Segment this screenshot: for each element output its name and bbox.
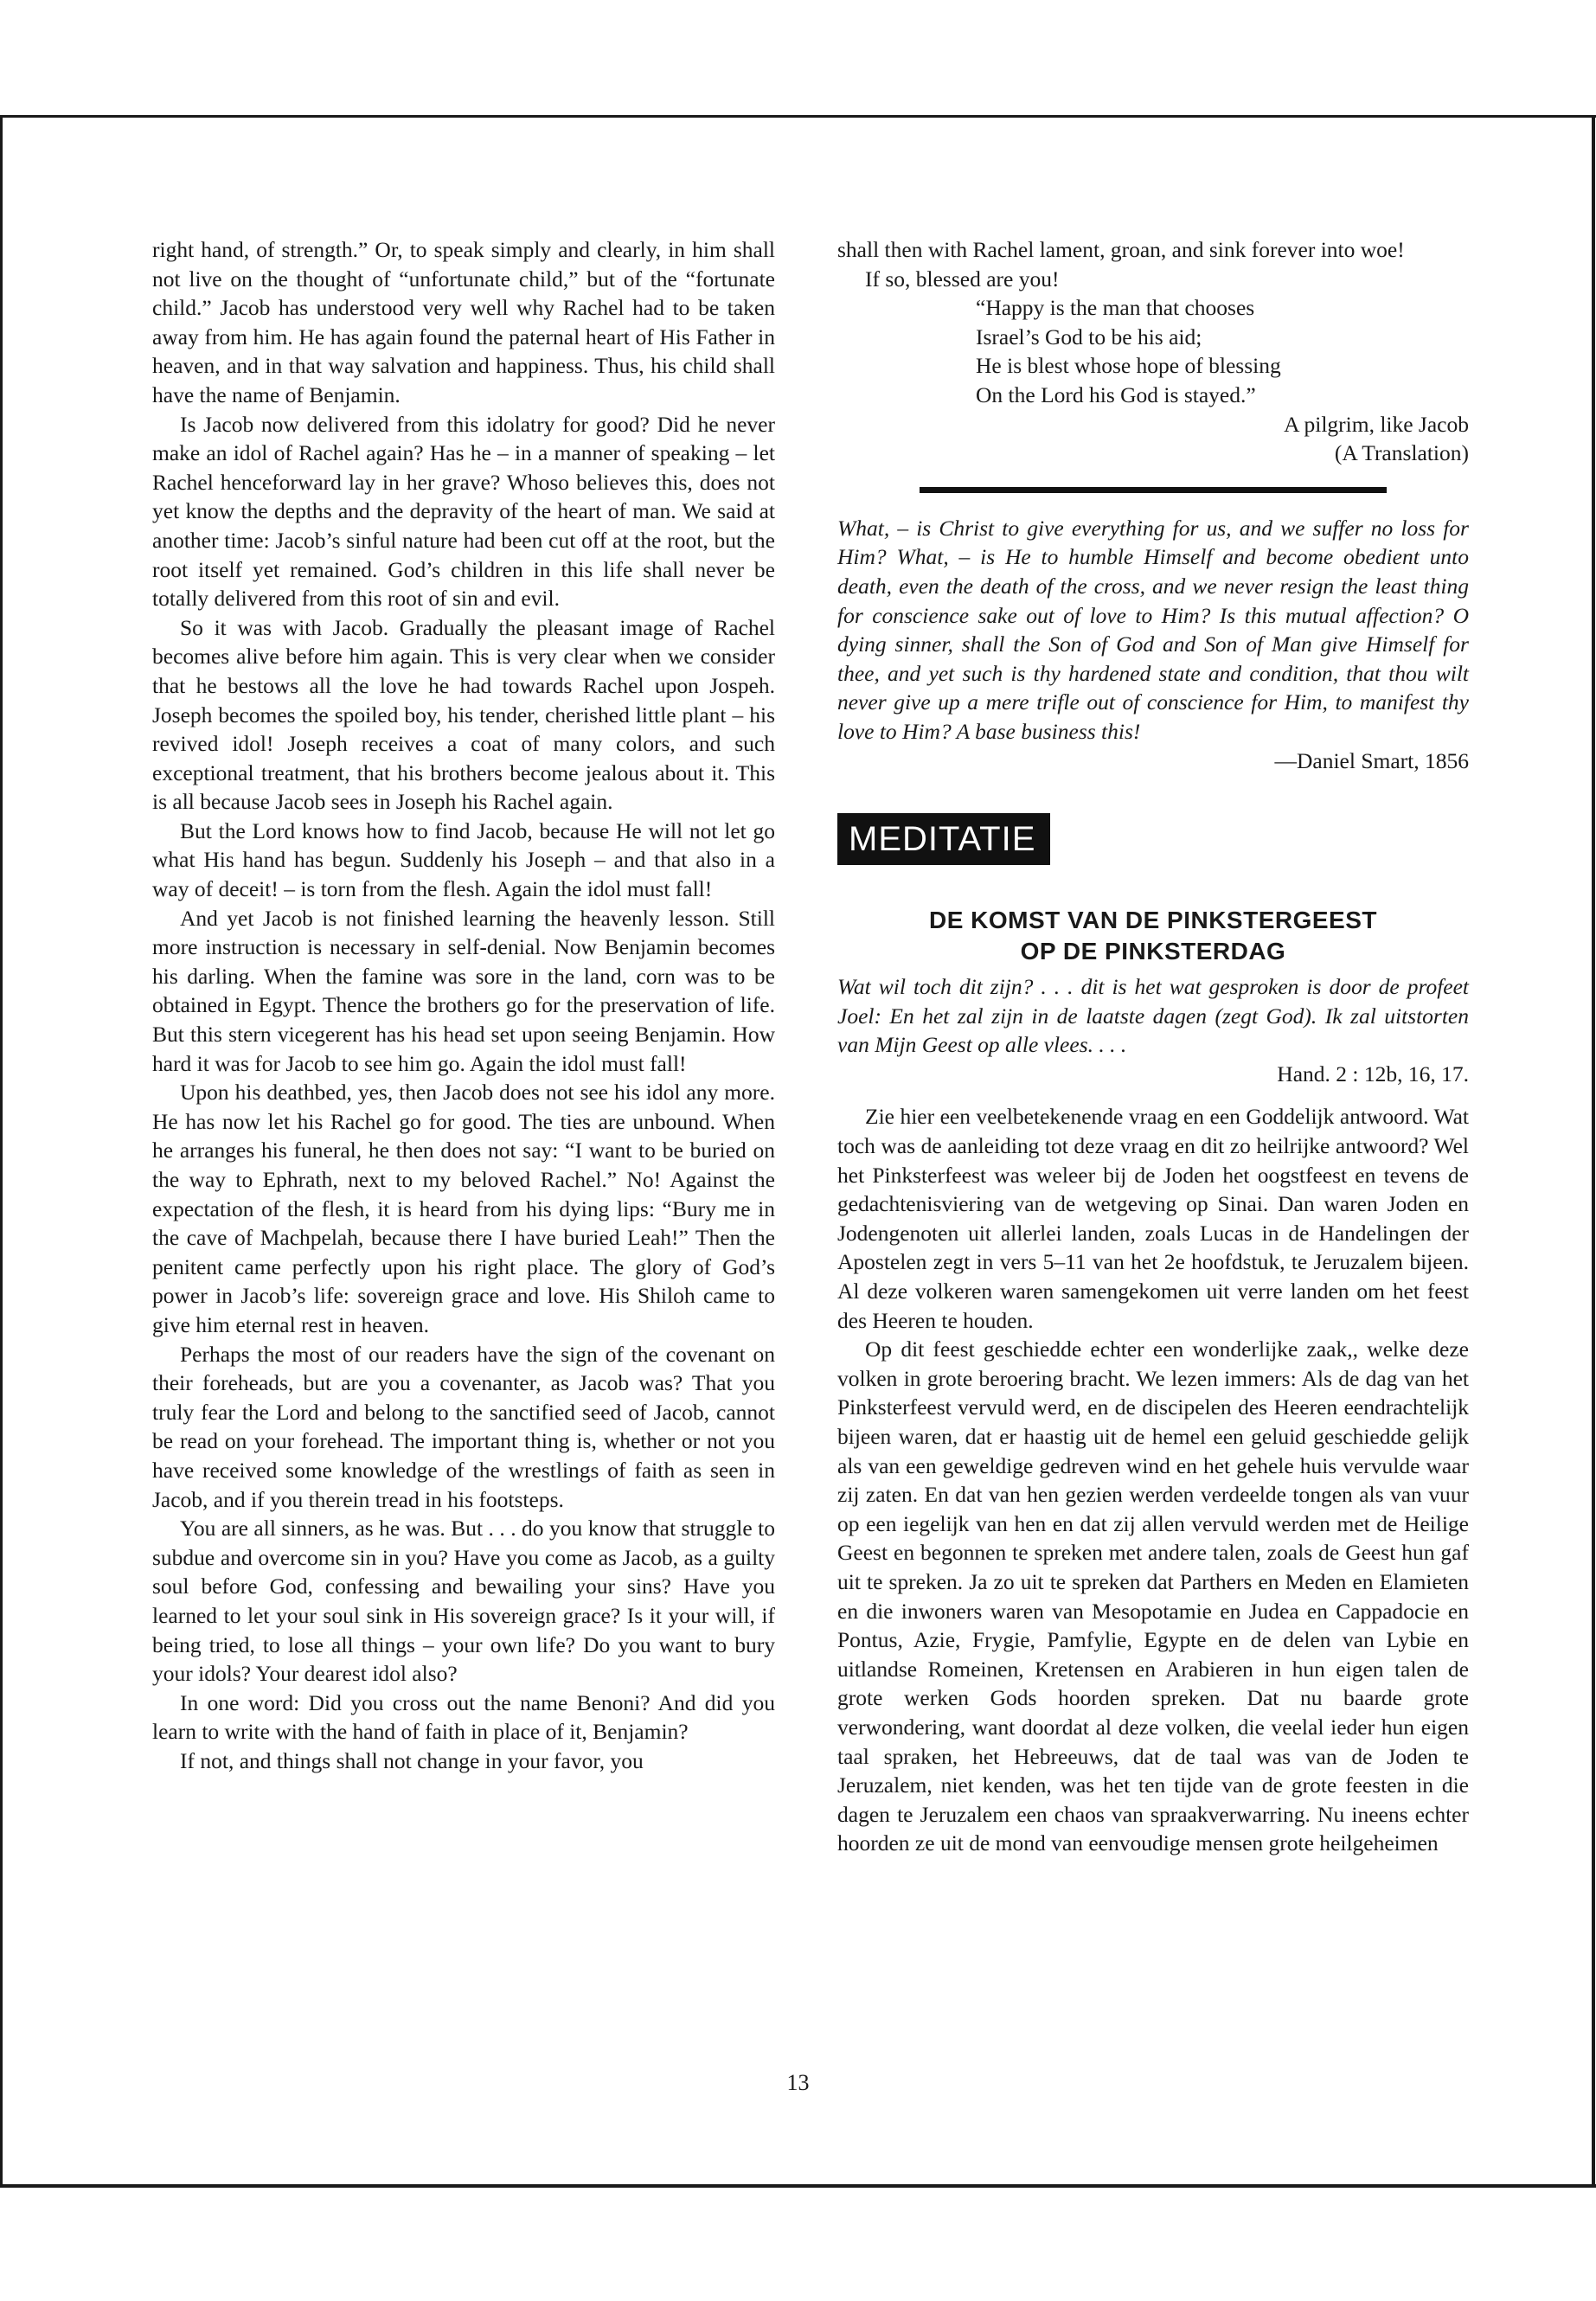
- page-border-top: [0, 115, 1596, 118]
- paragraph: Perhaps the most of our readers have the sign of the covenant on their foreheads, but are you a covenanter, as Jacob was? That you truly fear the Lord and belong to the sanctified seed of Jacob, cannot be read on your forehead. The important thing is, whether or not you have received some knowledge of the wrestlings of faith as seen in Jacob, and if you therein tread in his footsteps.: [152, 1341, 775, 1512]
- page-border-right: [1592, 115, 1595, 2187]
- section-badge-wrap: [837, 813, 1469, 865]
- continuation-paragraph: shall then with Rachel lament, groan, and sink forever into woe!: [837, 237, 1405, 262]
- heading-line: DE KOMST VAN DE PINKSTERGEEST: [928, 907, 1378, 934]
- separator-rule: [920, 487, 1387, 493]
- paragraph: right hand, of strength.” Or, to speak simply and clearly, in him shall not live on the thought of “unfortunate child,” but of the “fortunate child.” Jacob has understood very well why Rachel had to be taken away from him. He has again found the paternal heart of His Father in heaven, and in that way salvation and happiness. Thus, his child shall have the name of Benjamin.: [152, 237, 775, 407]
- poem-note: (A Translation): [1334, 440, 1469, 466]
- left-column: [152, 235, 775, 1775]
- blessed-line: If so, blessed are you!: [865, 266, 1060, 292]
- paragraph: Op dit feest geschiedde echter een wonderlijke zaak,, welke deze volken in grote beroering bracht. We lezen immers: Als de dag van het Pinksterfeest vervuld werd, en de discipelen des Heeren eendrachtelijk bijeen waren, dat er haastig uit de hemel een geluid geschiedde gelijk als van een geweldige gedreven wind en het gehele huis vervulde waar zij zaten. En dat van hen gezien werden verdeelde tongen als van vuur op een iegelijk van hen en dat zij allen vervuld werden met de Heilige Geest en begonnen te spreken met andere talen, zoals de Geest hun gaf uit te spreken. Ja zo uit te spreken dat Parthers en Meden en Elamieten en die inwoners waren van Mesopotamie en Judea en Cappadocie en Pontus, Azie, Frygie, Pamfylie, Egypte en de delen van Lybie en uitlandse Romeinen, Kretensen en Arabieren in hun eigen talen de grote werken Gods hoorden spreken. Dat nu baarde grote verwondering, want doordat al deze volken, die veelal ieder hun eigen taal spraken, het Hebreeuws, dat de taal was van de Joden te Jeruzalem, niet kenden, was het ten tijde van de grote feesten in die dagen te Jeruzalem een chaos van spraakverwarring. Nu ineens echter hoorden ze uit de mond van eenvoudige mensen grote heilgeheimen: [837, 1336, 1469, 1856]
- paragraph: Upon his deathbed, yes, then Jacob does not see his idol any more. He has now let his Rachel go for good. The ties are unbound. When he arranges his funeral, he then does not say: “I want to be buried on the way to Ephrath, next to my beloved Rachel.” No! Against the expectation of the flesh, it is heard from his dying lips: “Bury me in the cave of Machpelah, because there I have buried Leah!” Then the penitent came perfectly upon his right place. The glory of God’s power in Jacob’s life: sovereign grace and love. His Shiloh came to give him eternal rest in heaven.: [152, 1080, 775, 1337]
- page-border-bottom: [0, 2184, 1596, 2188]
- scripture-reference: Hand. 2 : 12b, 16, 17.: [1277, 1061, 1469, 1086]
- poem-line: He is blest whose hope of blessing: [976, 353, 1281, 379]
- quote-text: What, – is Christ to give everything for us, and we suffer no loss for Him? What, – is He to humble Himself and become obedient unto death, even the death of the cross, and we never resign the least thing for conscience sake out of love to Him? Is this mutual affection? O dying sinner, shall the Son of God and Son of Man give Himself for thee, and yet such is thy hardened state and condition, that thou wilt never give up a mere trifle out of conscience for Him, to manifest thy love to Him? A base business this!: [837, 515, 1469, 744]
- paragraph: And yet Jacob is not finished learning the heavenly lesson. Still more instruction is necessary in self-denial. Now Benjamin becomes his darling. When the famine was sore in the land, corn was to be obtained in Egypt. Thence the brothers go for the preservation of life. But this stern vicegerent has his head set upon seeing Benjamin. How hard it was for Jacob to see him go. Again the idol must fall!: [152, 905, 775, 1076]
- paragraph: You are all sinners, as he was. But . . . do you know that struggle to subdue and overcome sin in you? Have you come as Jacob, as a guilty soul before God, confessing and bewailing your sins? Have you learned to let your soul sink in His sovereign grace? Is it your will, if being tried, to lose all things – your own life? Do you want to bury your idols? Your dearest idol also?: [152, 1516, 775, 1687]
- paragraph: In one word: Did you cross out the name Benoni? And did you learn to write with the hand of faith in place of it, Benjamin?: [152, 1689, 775, 1745]
- paragraph: But the Lord knows how to find Jacob, because He will not let go what His hand has begun. Suddenly his Joseph – and that also in a way of deceit! – is torn from the flesh. Again the idol must fall!: [152, 817, 775, 902]
- article-heading: [837, 905, 1469, 967]
- right-column: [837, 235, 1469, 1858]
- section-badge: MEDITATIE: [837, 813, 1050, 865]
- scripture-intro: Wat wil toch dit zijn? . . . dit is het wat gesproken is door de profeet Joel: En het zal zijn in de laatste dagen (zegt God). Ik zal uitstorten van Mijn Geest op alle vlees. . . .: [837, 974, 1469, 1058]
- page-border-left: [0, 115, 3, 2187]
- poem-attribution: A pilgrim, like Jacob: [1284, 411, 1469, 437]
- poem-line: “Happy is the man that chooses: [976, 295, 1255, 321]
- poem-line: On the Lord his God is stayed.”: [976, 381, 1256, 407]
- paragraph: So it was with Jacob. Gradually the pleasant image of Rachel becomes alive before him again. This is very clear when we consider that he bestows all the love he had towards Rachel upon Jospeh. Joseph becomes the spoiled boy, his tender, cherished little plant – his revived idol! Joseph receives a coat of many colors, and such exceptional treatment, that his brothers become jealous about it. This is all because Jacob sees in Joseph his Rachel again.: [152, 614, 775, 815]
- poem: [976, 293, 1469, 409]
- paragraph: If not, and things shall not change in your favor, you: [180, 1747, 644, 1773]
- quote-block: [837, 514, 1469, 747]
- heading-line: OP DE PINKSTERDAG: [1020, 938, 1286, 965]
- paragraph: Is Jacob now delivered from this idolatry for good? Did he never make an idol of Rachel again? Has he – in a manner of speaking – let Rachel henceforward lay in her grave? Whoso believes this, does not yet know the depths and the depravity of the heart of man. We said at another time: Jacob’s sinful nature had been cut off at the root, but the root itself yet remained. God’s children in this life shall never be totally delivered from this root of sin and evil.: [152, 411, 775, 612]
- paragraph: Zie hier een veelbetekenende vraag en een Goddelijk antwoord. Wat toch was de aanleiding tot deze vraag en dit zo heilrijke antwoord? Wel het Pinksterfeest was weleer bij de Joden het oogstfeest en tevens de gedachtenisviering van de wetgeving op Sinai. Dan waren Joden en Jodengenoten uit allerlei landen, zoals Lucas in de Handelingen der Apostelen zegt in vers 5–11 van het 2e hoofdstuk, te Jeruzalem bijeen. Al deze volkeren waren samengekomen uit verre landen om het feest des Heeren te houden.: [837, 1104, 1469, 1333]
- quote-attribution: —Daniel Smart, 1856: [1274, 747, 1469, 773]
- page-number: 13: [786, 2070, 810, 2095]
- poem-line: Israel’s God to be his aid;: [976, 324, 1202, 349]
